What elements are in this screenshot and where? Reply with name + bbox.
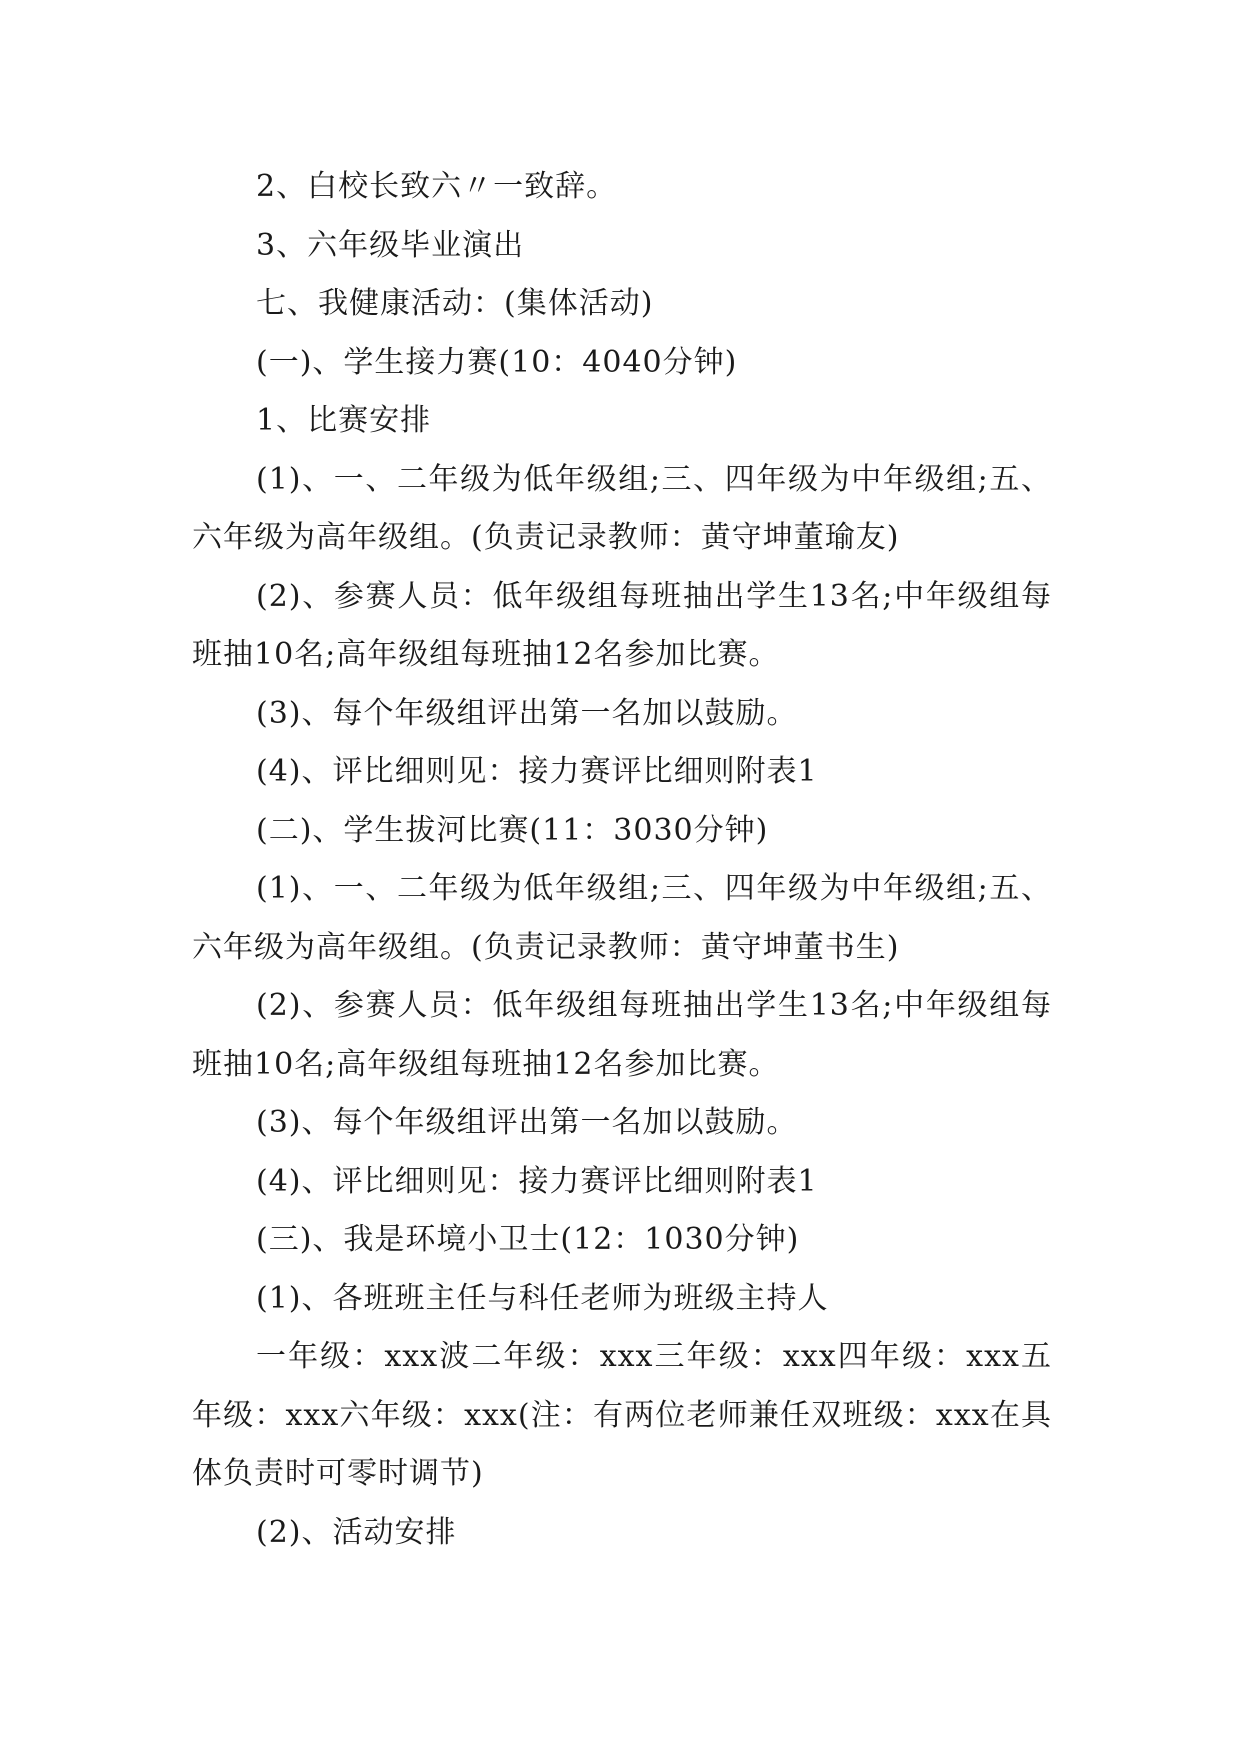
paragraph: (4)、评比细则见：接力赛评比细则附表1: [256, 1163, 818, 1199]
paragraph: (2)、参赛人员：低年级组每班抽出学生13名;中年级组每班抽10名;高年级组每班抽12名参加比赛。: [192, 578, 1052, 672]
paragraph: (2)、参赛人员：低年级组每班抽出学生13名;中年级组每班抽10名;高年级组每班抽12名参加比赛。: [192, 988, 1052, 1082]
paragraph: 1、比赛安排: [256, 403, 432, 438]
paragraph: (1)、一、二年级为低年级组;三、四年级为中年级组;五、六年级为高年级组。(负责记录教师：黄守坤董瑜友): [192, 461, 1052, 555]
subsection-heading: (二)、学生拔河比赛(11：3030分钟): [256, 812, 769, 848]
paragraph: (4)、评比细则见：接力赛评比细则附表1: [256, 754, 818, 789]
paragraph: (3)、每个年级组评出第一名加以鼓励。: [256, 695, 798, 731]
paragraph: (1)、一、二年级为低年级组;三、四年级为中年级组;五、六年级为高年级组。(负责记录教师：黄守坤董书生): [192, 871, 1052, 965]
paragraph: (1)、各班班主任与科任老师为班级主持人: [256, 1280, 829, 1316]
document-body: [192, 158, 1052, 1562]
paragraph: 3、六年级毕业演出: [256, 227, 525, 263]
section-heading: 七、我健康活动：(集体活动): [256, 286, 654, 321]
subsection-heading: (一)、学生接力赛(10：4040分钟): [256, 344, 738, 380]
subsection-heading: (三)、我是环境小卫士(12：1030分钟): [256, 1222, 800, 1257]
paragraph: (2)、活动安排: [256, 1514, 457, 1550]
paragraph: (3)、每个年级组评出第一名加以鼓励。: [256, 1105, 798, 1140]
paragraph: 2、白校长致六〃一致辞。: [256, 169, 618, 204]
paragraph: 一年级：xxx波二年级：xxx三年级：xxx四年级：xxx五年级：xxx六年级：xxx(注：有两位老师兼任双班级：xxx在具体负责时可零时调节): [192, 1339, 1052, 1491]
